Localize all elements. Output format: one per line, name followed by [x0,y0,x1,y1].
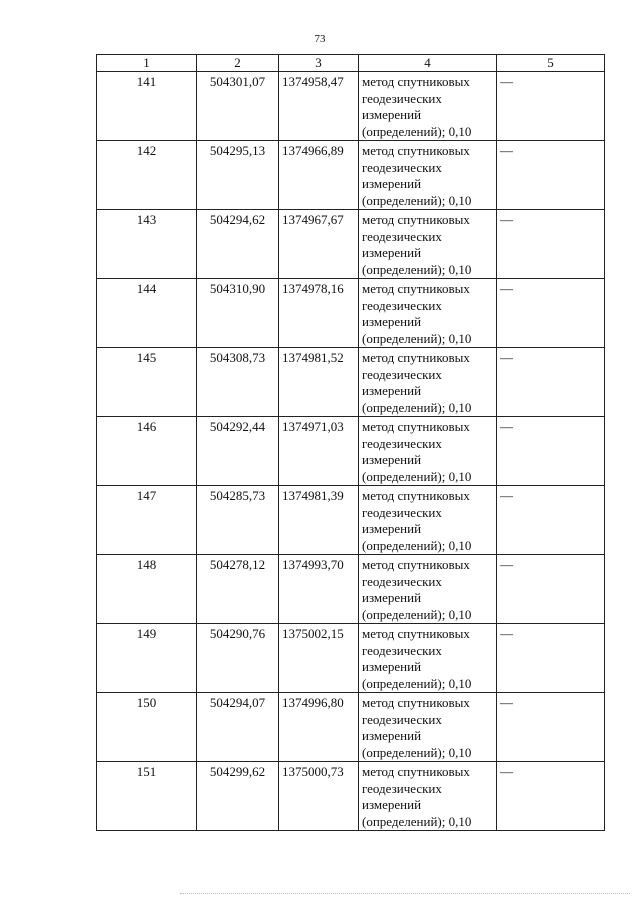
y-coordinate-cell: 1375000,73 [279,762,359,831]
header-col-1: 1 [97,55,197,72]
method-cell: метод спутниковых геодезических измерений (определений); 0,10 [359,693,497,762]
x-coordinate-cell: 504290,76 [197,624,279,693]
note-cell: — [497,141,605,210]
header-col-2: 2 [197,55,279,72]
note-cell: — [497,693,605,762]
y-coordinate-cell: 1374981,52 [279,348,359,417]
header-col-3: 3 [279,55,359,72]
table-row [97,279,605,348]
note-cell: — [497,417,605,486]
method-cell: метод спутниковых геодезических измерений (определений); 0,10 [359,72,497,141]
point-number-cell: 142 [97,141,197,210]
x-coordinate-cell: 504294,07 [197,693,279,762]
y-coordinate-cell: 1374966,89 [279,141,359,210]
note-cell: — [497,762,605,831]
y-coordinate-cell: 1374958,47 [279,72,359,141]
table-row [97,348,605,417]
x-coordinate-cell: 504308,73 [197,348,279,417]
table-row [97,762,605,831]
method-cell: метод спутниковых геодезических измерений (определений); 0,10 [359,624,497,693]
x-coordinate-cell: 504294,62 [197,210,279,279]
point-number-cell: 148 [97,555,197,624]
header-row [97,55,605,72]
point-number-cell: 150 [97,693,197,762]
note-cell: — [497,279,605,348]
table-body [97,72,605,831]
y-coordinate-cell: 1374967,67 [279,210,359,279]
x-coordinate-cell: 504295,13 [197,141,279,210]
point-number-cell: 144 [97,279,197,348]
table-header [97,55,605,72]
note-cell: — [497,555,605,624]
x-coordinate-cell: 504285,73 [197,486,279,555]
header-col-5: 5 [497,55,605,72]
x-coordinate-cell: 504299,62 [197,762,279,831]
page-number: 73 [314,33,326,45]
method-cell: метод спутниковых геодезических измерений (определений); 0,10 [359,486,497,555]
point-number-cell: 141 [97,72,197,141]
note-cell: — [497,624,605,693]
point-number-cell: 146 [97,417,197,486]
table-row [97,210,605,279]
y-coordinate-cell: 1375002,15 [279,624,359,693]
note-cell: — [497,72,605,141]
y-coordinate-cell: 1374993,70 [279,555,359,624]
table-row [97,555,605,624]
table-row [97,486,605,555]
note-cell: — [497,486,605,555]
note-cell: — [497,210,605,279]
method-cell: метод спутниковых геодезических измерений (определений); 0,10 [359,762,497,831]
x-coordinate-cell: 504292,44 [197,417,279,486]
x-coordinate-cell: 504310,90 [197,279,279,348]
note-cell: — [497,348,605,417]
method-cell: метод спутниковых геодезических измерений (определений); 0,10 [359,279,497,348]
table-row [97,624,605,693]
y-coordinate-cell: 1374978,16 [279,279,359,348]
x-coordinate-cell: 504278,12 [197,555,279,624]
point-number-cell: 143 [97,210,197,279]
point-number-cell: 147 [97,486,197,555]
header-col-4: 4 [359,55,497,72]
method-cell: метод спутниковых геодезических измерений (определений); 0,10 [359,141,497,210]
scan-edge-artifact [180,893,630,900]
x-coordinate-cell: 504301,07 [197,72,279,141]
method-cell: метод спутниковых геодезических измерений (определений); 0,10 [359,210,497,279]
y-coordinate-cell: 1374996,80 [279,693,359,762]
table-row [97,417,605,486]
table-row [97,72,605,141]
table-row [97,141,605,210]
point-number-cell: 149 [97,624,197,693]
point-number-cell: 151 [97,762,197,831]
table-row [97,693,605,762]
y-coordinate-cell: 1374971,03 [279,417,359,486]
point-number-cell: 145 [97,348,197,417]
y-coordinate-cell: 1374981,39 [279,486,359,555]
coordinates-table [96,54,605,831]
method-cell: метод спутниковых геодезических измерений (определений); 0,10 [359,417,497,486]
method-cell: метод спутниковых геодезических измерений (определений); 0,10 [359,348,497,417]
method-cell: метод спутниковых геодезических измерений (определений); 0,10 [359,555,497,624]
